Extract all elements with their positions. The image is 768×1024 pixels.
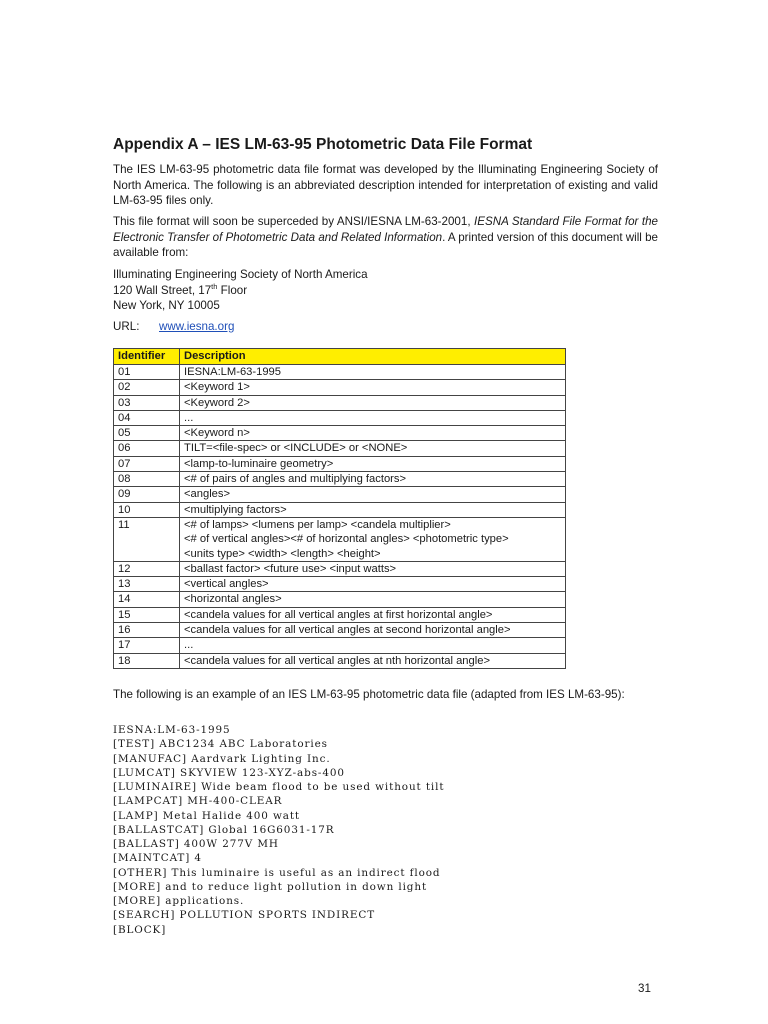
description-cell xyxy=(180,456,566,471)
identifier-cell: 02 xyxy=(114,380,180,395)
identifier-cell: 09 xyxy=(114,487,180,502)
description-line: ... xyxy=(184,639,194,652)
url-label: URL: xyxy=(113,320,140,333)
address-street xyxy=(113,283,368,299)
description-line: ... xyxy=(184,411,194,424)
code-line: [BALLASTCAT] Global 16G6031-17R xyxy=(113,823,335,836)
table-header-row xyxy=(114,349,566,365)
code-line: [LUMINAIRE] Wide beam flood to be used without tilt xyxy=(113,781,445,793)
street-floor: Floor xyxy=(217,283,248,297)
identifier-cell: 18 xyxy=(114,653,180,668)
street-ordinal: th xyxy=(211,281,218,291)
description-line: <candela values for all vertical angles at first horizontal angle> xyxy=(184,608,493,621)
description-line: <ballast factor> <future use> <input watts> xyxy=(184,562,397,575)
description-cell xyxy=(180,517,566,561)
description-cell xyxy=(180,365,566,380)
description-line: <# of vertical angles><# of horizontal angles> <photometric type> xyxy=(184,533,509,546)
code-line: [MAINTCAT] 4 xyxy=(113,852,202,865)
description-cell xyxy=(180,380,566,395)
table-row xyxy=(114,623,566,638)
table-row xyxy=(114,395,566,410)
description-cell xyxy=(180,561,566,576)
table-row xyxy=(114,638,566,653)
identifier-cell: 13 xyxy=(114,577,180,592)
description-cell xyxy=(180,502,566,517)
description-cell xyxy=(180,623,566,638)
description-cell xyxy=(180,426,566,441)
table-row xyxy=(114,487,566,502)
identifier-cell: 01 xyxy=(114,365,180,380)
table-row xyxy=(114,456,566,471)
identifier-cell: 11 xyxy=(114,517,180,561)
identifier-cell: 10 xyxy=(114,502,180,517)
code-line: [LAMPCAT] MH-400-CLEAR xyxy=(113,795,283,808)
description-line: <candela values for all vertical angles at second horizontal angle> xyxy=(184,624,511,637)
code-line: [OTHER] This luminaire is useful as an indirect flood xyxy=(113,866,441,879)
code-line: IESNA:LM-63-1995 xyxy=(113,724,231,736)
description-line: <Keyword n> xyxy=(184,427,250,440)
description-cell xyxy=(180,441,566,456)
identifier-cell: 15 xyxy=(114,607,180,622)
code-line: [BLOCK] xyxy=(113,923,167,936)
identifier-cell: 06 xyxy=(114,441,180,456)
identifier-cell: 05 xyxy=(114,426,180,441)
street-text: 120 Wall Street, 17 xyxy=(113,283,212,297)
column-header-description: Description xyxy=(180,349,566,365)
code-line: [LUMCAT] SKYVIEW 123-XYZ-abs-400 xyxy=(113,766,345,779)
description-line: <lamp-to-luminaire geometry> xyxy=(184,457,334,470)
standard-title: IESNA Standard File Format for the Electronic Transfer of Photometric Data and Related Information xyxy=(113,215,658,244)
table-row xyxy=(114,380,566,395)
table-row xyxy=(114,592,566,607)
table-row xyxy=(114,607,566,622)
identifier-cell: 03 xyxy=(114,395,180,410)
code-line: [SEARCH] POLLUTION SPORTS INDIRECT xyxy=(113,909,376,922)
code-line: [LAMP] Metal Halide 400 watt xyxy=(113,809,301,822)
table-row xyxy=(114,517,566,561)
table-row xyxy=(114,653,566,668)
page-title: Appendix A – IES LM-63-95 Photometric Data File Format xyxy=(113,136,533,153)
code-line: [MORE] applications. xyxy=(113,895,245,907)
description-cell xyxy=(180,395,566,410)
description-line: <Keyword 2> xyxy=(184,396,250,409)
identifier-cell: 12 xyxy=(114,561,180,576)
code-line: [BALLAST] 400W 277V MH xyxy=(113,838,279,850)
description-line: <angles> xyxy=(184,488,231,501)
identifier-cell: 16 xyxy=(114,623,180,638)
column-header-identifier: Identifier xyxy=(114,349,180,365)
description-cell xyxy=(180,638,566,653)
file-format-table xyxy=(113,348,566,669)
table-row xyxy=(114,502,566,517)
description-line: <multiplying factors> xyxy=(184,503,287,516)
table-row xyxy=(114,365,566,380)
description-cell xyxy=(180,410,566,425)
table-row xyxy=(114,441,566,456)
table-row xyxy=(114,410,566,425)
description-cell xyxy=(180,592,566,607)
description-cell xyxy=(180,607,566,622)
example-code-block xyxy=(113,723,444,937)
description-cell xyxy=(180,653,566,668)
code-line: [TEST] ABC1234 ABC Laboratories xyxy=(113,738,328,751)
description-line: <# of pairs of angles and multiplying factors> xyxy=(184,473,407,486)
supersede-text: This file format will soon be superceded by ANSI/IESNA LM-63-2001, xyxy=(113,215,475,228)
description-cell xyxy=(180,577,566,592)
table-row xyxy=(114,426,566,441)
table-body xyxy=(114,365,566,669)
code-line: [MANUFAC] Aardvark Lighting Inc. xyxy=(113,752,331,765)
supersede-paragraph xyxy=(113,214,658,261)
description-line: <units type> <width> <length> <height> xyxy=(184,547,381,560)
intro-paragraph: The IES LM-63-95 photometric data file format was developed by the Illuminating Engineering Society of North America. The following is an abbreviated description intended for interpretation of existing and valid LM-63-95 files only. xyxy=(113,163,658,208)
description-cell xyxy=(180,472,566,487)
url-link[interactable]: www.iesna.org xyxy=(159,320,235,333)
address-organization: Illuminating Engineering Society of North America xyxy=(113,268,368,281)
table-row xyxy=(114,472,566,487)
identifier-cell: 08 xyxy=(114,472,180,487)
table-row xyxy=(114,577,566,592)
code-line: [MORE] and to reduce light pollution in down light xyxy=(113,880,428,893)
description-line: <candela values for all vertical angles at nth horizontal angle> xyxy=(184,654,490,667)
description-line: <vertical angles> xyxy=(184,578,269,591)
supersede-text-end: . A printed version of this document will be available from: xyxy=(113,230,658,260)
example-intro-paragraph: The following is an example of an IES LM-63-95 photometric data file (adapted from IES LM-63-95): xyxy=(113,688,625,701)
identifier-cell: 07 xyxy=(114,456,180,471)
address-block xyxy=(113,267,368,314)
address-city: New York, NY 10005 xyxy=(113,299,220,313)
url-line xyxy=(113,320,235,333)
description-cell xyxy=(180,487,566,502)
identifier-cell: 17 xyxy=(114,638,180,653)
description-line: <# of lamps> <lumens per lamp> <candela multiplier> xyxy=(184,518,451,531)
description-line: <Keyword 1> xyxy=(184,381,250,394)
identifier-cell: 04 xyxy=(114,410,180,425)
page-number: 31 xyxy=(638,982,651,995)
description-line: IESNA:LM-63-1995 xyxy=(184,366,282,378)
identifier-cell: 14 xyxy=(114,592,180,607)
table-row xyxy=(114,561,566,576)
description-line: <horizontal angles> xyxy=(184,593,282,606)
description-line: TILT=<file-spec> or <INCLUDE> or <NONE> xyxy=(184,442,408,455)
